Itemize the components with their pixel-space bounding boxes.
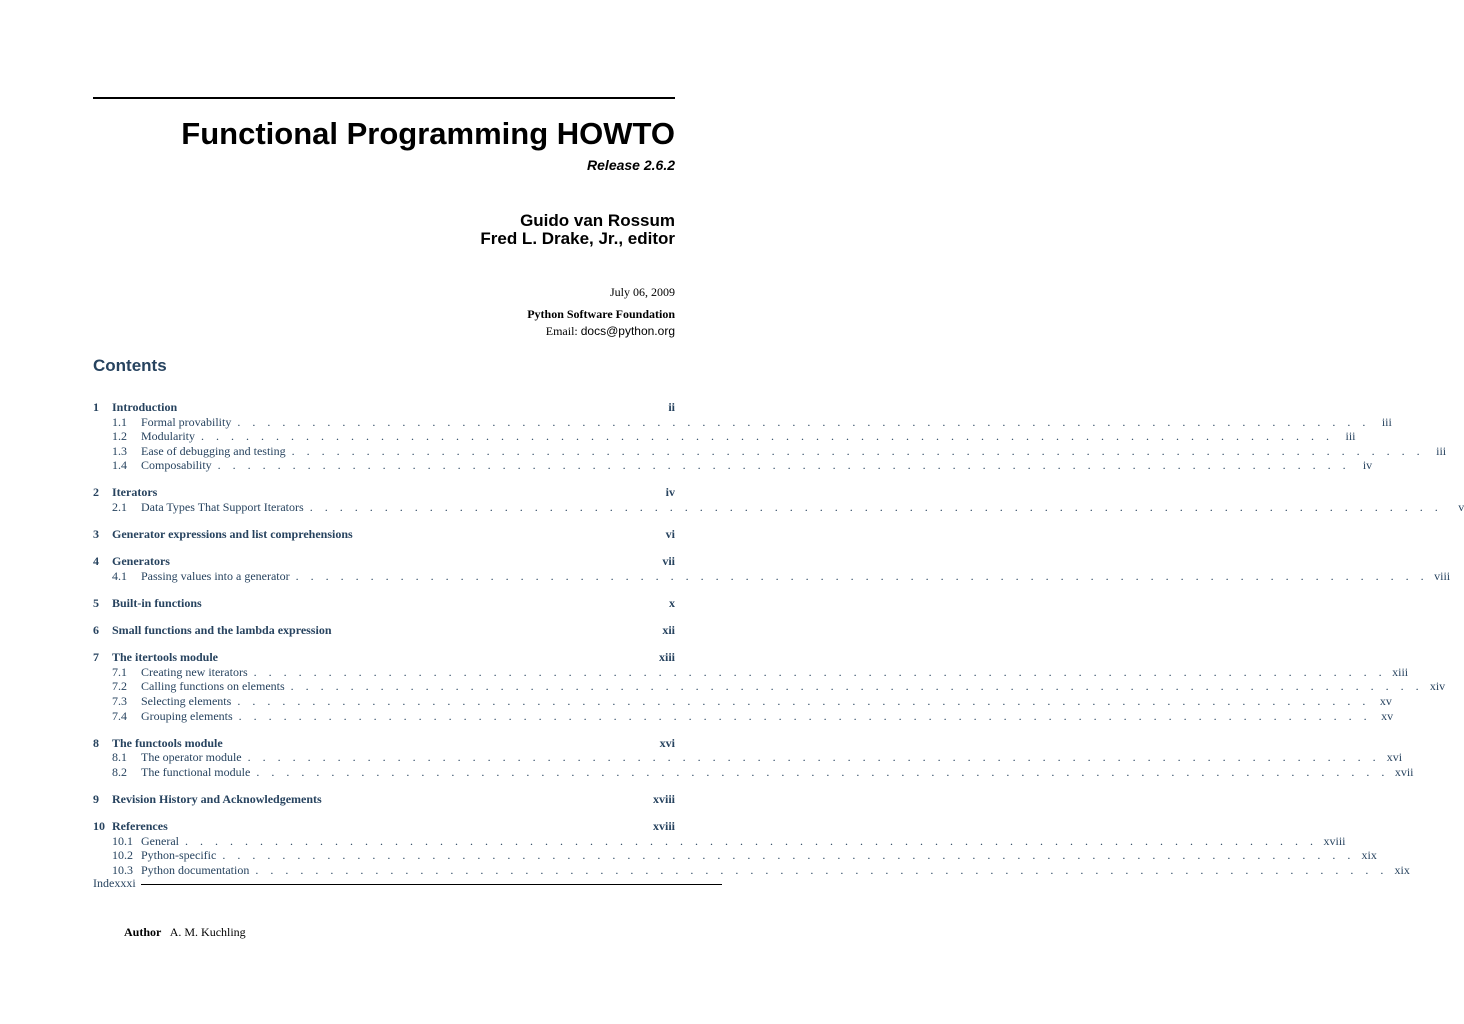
toc-entry-number: 1.1 bbox=[112, 414, 127, 429]
toc-entry-page: iii bbox=[1345, 429, 1356, 444]
release-label: Release 2.6.2 bbox=[587, 157, 675, 173]
toc-section bbox=[93, 650, 1446, 723]
toc-entry-title: Calling functions on elements bbox=[141, 679, 285, 694]
toc-dot-leader: . . . . . . . . . . . . . . . . . . . . . . . . . . . . . . . . . . . . . . . . . . . . . . . . . . . . . . . . . . . . . . . . . . . . . . . . . . . . bbox=[238, 708, 1372, 723]
toc-entry-subsection[interactable] bbox=[93, 862, 1410, 878]
toc-entry-title: Grouping elements bbox=[141, 708, 233, 723]
toc-section bbox=[93, 735, 1414, 780]
toc-entry-number: 7.2 bbox=[112, 679, 127, 694]
toc-dot-leader: . . . . . . . . . . . . . . . . . . . . . . . . . . . . . . . . . . . . . . . . . . . . . . . . . . . . . . . . . . . . . . . . . . . . . . . . . . . . bbox=[247, 750, 1381, 765]
toc-entry-section[interactable] bbox=[93, 485, 675, 500]
author-field-value: A. M. Kuchling bbox=[169, 925, 246, 939]
toc-dot-leader: . . . . . . . . . . . . . . . . . . . . . . . . . . . . . . . . . . . . . . . . . . . . . . . . . . . . . . . . . . . . . . . . . . . . . . . . . . . . bbox=[217, 458, 1351, 473]
toc-entry-page: x bbox=[669, 595, 675, 610]
toc-entry-page: xviii bbox=[1323, 833, 1346, 848]
toc-section bbox=[93, 792, 675, 807]
toc-entry-subsection[interactable] bbox=[93, 443, 1447, 459]
toc-dot-leader: . . . . . . . . . . . . . . . . . . . . . . . . . . . . . . . . . . . . . . . . . . . . . . . . . . . . . . . . . . . . . . . . . . . . . . . . . . . . bbox=[184, 833, 1318, 848]
toc-entry-subsection[interactable] bbox=[93, 848, 1377, 863]
toc-entry-page: xix bbox=[1361, 848, 1377, 863]
authors-block bbox=[480, 212, 675, 248]
toc-entry-subsection[interactable] bbox=[93, 679, 1446, 694]
toc-section bbox=[93, 554, 1451, 583]
toc-dot-leader: . . . . . . . . . . . . . . . . . . . . . . . . . . . . . . . . . . . . . . . . . . . . . . . . . . . . . . . . . . . . . . . . . . . . . . . . . . . . bbox=[295, 568, 1429, 583]
toc-section bbox=[93, 400, 1447, 473]
toc-entry-number: 10 bbox=[93, 818, 105, 833]
toc-dot-leader: . . . . . . . . . . . . . . . . . . . . . . . . . . . . . . . . . . . . . . . . . . . . . . . . . . . . . . . . . . . . . . . . . . . . . . . . . . . . bbox=[309, 500, 1443, 515]
toc-entry-number: 2.1 bbox=[112, 500, 127, 515]
toc-dot-leader: . . . . . . . . . . . . . . . . . . . . . . . . . . . . . . . . . . . . . . . . . . . . . . . . . . . . . . . . . . . . . . . . . . . . . . . . . . . . bbox=[237, 414, 1370, 429]
toc-entry-page: viii bbox=[1434, 568, 1451, 583]
publication-meta bbox=[527, 284, 675, 340]
toc-dot-leader: . . . . . . . . . . . . . . . . . . . . . . . . . . . . . . . . . . . . . . . . . . . . . . . . . . . . . . . . . . . . . . . . . . . . . . . . . . . . bbox=[253, 664, 1387, 679]
toc-entry-title: The functional module bbox=[141, 764, 251, 779]
toc-entry-title: Python documentation bbox=[141, 862, 250, 877]
toc-entry-page: vi bbox=[665, 527, 675, 542]
toc-entry-page: xix bbox=[1394, 862, 1410, 877]
toc-entry-page: xv bbox=[1379, 693, 1392, 708]
toc-entry-page: iii bbox=[1381, 414, 1392, 429]
toc-entry-subsection[interactable] bbox=[93, 429, 1356, 444]
toc-entry-number: 5 bbox=[93, 595, 99, 610]
toc-entry-title: General bbox=[141, 833, 179, 848]
toc-entry-number: 6 bbox=[93, 623, 99, 638]
toc-entry-subsection[interactable] bbox=[93, 500, 1464, 515]
toc-entry-title: Revision History and Acknowledgements bbox=[112, 791, 322, 806]
toc-entry-title: Built-in functions bbox=[112, 595, 202, 610]
toc-entry-subsection[interactable] bbox=[93, 833, 1346, 849]
toc-section bbox=[93, 485, 1464, 515]
toc-entry-title: Generator expressions and list comprehensions bbox=[112, 527, 353, 542]
toc-entry-title: Small functions and the lambda expression bbox=[112, 623, 332, 638]
toc-entry-number: 1 bbox=[93, 400, 99, 414]
toc-entry-number: 10.3 bbox=[112, 862, 133, 877]
toc-entry-page: iv bbox=[1362, 458, 1373, 473]
email-link[interactable]: docs@python.org bbox=[580, 324, 675, 338]
toc-entry-number: 1.4 bbox=[112, 458, 127, 473]
toc-entry-subsection[interactable] bbox=[93, 693, 1392, 709]
toc-dot-leader: . . . . . . . . . . . . . . . . . . . . . . . . . . . . . . . . . . . . . . . . . . . . . . . . . . . . . . . . . . . . . . . . . . . . . . . . . . . . bbox=[222, 848, 1355, 863]
index-rule bbox=[141, 884, 722, 885]
document-title: Functional Programming HOWTO bbox=[181, 116, 675, 151]
toc-entry-number: 4 bbox=[93, 554, 99, 569]
toc-section bbox=[93, 596, 675, 611]
email-line bbox=[527, 323, 675, 340]
publication-date: July 06, 2009 bbox=[609, 285, 675, 299]
toc-dot-leader: . . . . . . . . . . . . . . . . . . . . . . . . . . . . . . . . . . . . . . . . . . . . . . . . . . . . . . . . . . . . . . . . . . . . . . . . . . . . bbox=[291, 443, 1425, 458]
toc-entry-page: xv bbox=[1381, 708, 1394, 723]
toc-entry-title: Python-specific bbox=[141, 848, 217, 863]
toc-entry-number: 10.1 bbox=[112, 833, 133, 848]
toc-entry-page: iv bbox=[665, 485, 675, 500]
toc-entry-section[interactable] bbox=[93, 400, 675, 415]
toc-entry-section[interactable] bbox=[93, 650, 675, 665]
toc-entry-title: Iterators bbox=[112, 485, 158, 500]
toc-dot-leader: . . . . . . . . . . . . . . . . . . . . . . . . . . . . . . . . . . . . . . . . . . . . . . . . . . . . . . . . . . . . . . . . . . . . . . . . . . . . bbox=[290, 679, 1424, 694]
toc-entry-title: Formal provability bbox=[141, 414, 232, 429]
toc-entry-number: 3 bbox=[93, 527, 99, 542]
toc-index-page: xxi bbox=[120, 876, 136, 890]
toc-entry-subsection[interactable] bbox=[93, 764, 1414, 780]
toc-entry-title: Ease of debugging and testing bbox=[141, 443, 286, 458]
toc-entry-title: The operator module bbox=[141, 750, 242, 765]
author-field bbox=[124, 924, 246, 940]
toc-entry-title: Composability bbox=[141, 458, 212, 473]
toc-entry-number: 7.4 bbox=[112, 708, 127, 723]
toc-entry-section[interactable] bbox=[93, 736, 675, 751]
toc-dot-leader: . . . . . . . . . . . . . . . . . . . . . . . . . . . . . . . . . . . . . . . . . . . . . . . . . . . . . . . . . . . . . . . . . . . . . . . . . . . . bbox=[237, 693, 1370, 708]
toc-entry-page: xiv bbox=[1429, 679, 1446, 694]
toc-entry-subsection[interactable] bbox=[93, 708, 1394, 724]
toc-entry-title: References bbox=[112, 818, 168, 833]
toc-entry-subsection[interactable] bbox=[93, 414, 1392, 430]
toc-entry-title: Modularity bbox=[141, 429, 195, 444]
toc-entry-number: 10.2 bbox=[112, 848, 133, 863]
toc-entry-section[interactable] bbox=[93, 554, 675, 569]
toc-entry-number: 8.2 bbox=[112, 764, 127, 779]
organization-name: Python Software Foundation bbox=[527, 307, 675, 321]
top-rule bbox=[93, 97, 675, 99]
toc-entry-section[interactable] bbox=[93, 527, 675, 542]
toc-entry-number: 9 bbox=[93, 791, 99, 806]
toc-entry-number: 1.2 bbox=[112, 429, 127, 444]
toc-entry-title: Introduction bbox=[112, 400, 178, 414]
toc-entry-page: vii bbox=[662, 554, 675, 569]
toc-entry-title: Creating new iterators bbox=[141, 664, 248, 679]
author-field-label: Author bbox=[124, 925, 162, 939]
toc-entry-page: xvi bbox=[659, 735, 675, 750]
toc-entry-title: The itertools module bbox=[112, 650, 218, 665]
toc-entry-section[interactable] bbox=[93, 623, 675, 638]
toc-section bbox=[93, 818, 1410, 877]
author-name: Guido van Rossum bbox=[520, 211, 675, 230]
toc-entry-subsection[interactable] bbox=[93, 568, 1451, 584]
toc-entry-number: 8 bbox=[93, 735, 99, 750]
toc-index-label: Index bbox=[93, 876, 121, 890]
toc-entry-section[interactable] bbox=[93, 819, 675, 834]
toc-entry-title: The functools module bbox=[112, 735, 223, 750]
toc-entry-subsection[interactable] bbox=[93, 664, 1409, 680]
toc-entry-title: Passing values into a generator bbox=[141, 568, 290, 583]
toc-index-entry[interactable] bbox=[93, 876, 136, 890]
toc-entry-number: 4.1 bbox=[112, 568, 127, 583]
toc-dot-leader: . . . . . . . . . . . . . . . . . . . . . . . . . . . . . . . . . . . . . . . . . . . . . . . . . . . . . . . . . . . . . . . . . . . . . . . . . . . . bbox=[201, 429, 1334, 444]
toc-entry-page: xvi bbox=[1386, 750, 1403, 765]
toc-section bbox=[93, 527, 675, 542]
toc-entry-page: iii bbox=[1436, 443, 1447, 458]
toc-entry-number: 7 bbox=[93, 650, 99, 665]
contents-heading: Contents bbox=[93, 356, 167, 375]
toc-entry-number: 1.3 bbox=[112, 443, 127, 458]
table-of-contents bbox=[93, 400, 1464, 890]
toc-entry-subsection[interactable] bbox=[93, 458, 1373, 473]
editor-name: Fred L. Drake, Jr., editor bbox=[480, 229, 675, 248]
toc-entry-number: 7.3 bbox=[112, 693, 127, 708]
toc-section bbox=[93, 623, 675, 638]
toc-entry-page: ii bbox=[668, 400, 675, 414]
toc-dot-leader: . . . . . . . . . . . . . . . . . . . . . . . . . . . . . . . . . . . . . . . . . . . . . . . . . . . . . . . . . . . . . . . . . . . . . . . . . . . . bbox=[256, 764, 1389, 779]
toc-entry-page: xviii bbox=[652, 818, 675, 833]
toc-entry-page: xiii bbox=[1392, 664, 1409, 679]
toc-entry-section[interactable] bbox=[93, 792, 675, 807]
toc-entry-subsection[interactable] bbox=[93, 750, 1403, 765]
toc-entry-page: xiii bbox=[658, 650, 675, 665]
email-label: Email: bbox=[545, 324, 578, 338]
toc-entry-number: 8.1 bbox=[112, 750, 127, 765]
toc-entry-page: xii bbox=[662, 623, 675, 638]
toc-entry-section[interactable] bbox=[93, 596, 675, 611]
toc-entry-number: 7.1 bbox=[112, 664, 127, 679]
toc-entry-number: 2 bbox=[93, 485, 99, 500]
toc-entry-title: Generators bbox=[112, 554, 170, 569]
toc-entry-page: xvii bbox=[1394, 764, 1414, 779]
toc-dot-leader: . . . . . . . . . . . . . . . . . . . . . . . . . . . . . . . . . . . . . . . . . . . . . . . . . . . . . . . . . . . . . . . . . . . . . . . . . . . . bbox=[255, 862, 1388, 877]
toc-entry-page: v bbox=[1458, 500, 1464, 515]
toc-entry-title: Selecting elements bbox=[141, 693, 232, 708]
toc-entry-title: Data Types That Support Iterators bbox=[141, 500, 304, 515]
toc-entry-page: xviii bbox=[652, 791, 675, 806]
